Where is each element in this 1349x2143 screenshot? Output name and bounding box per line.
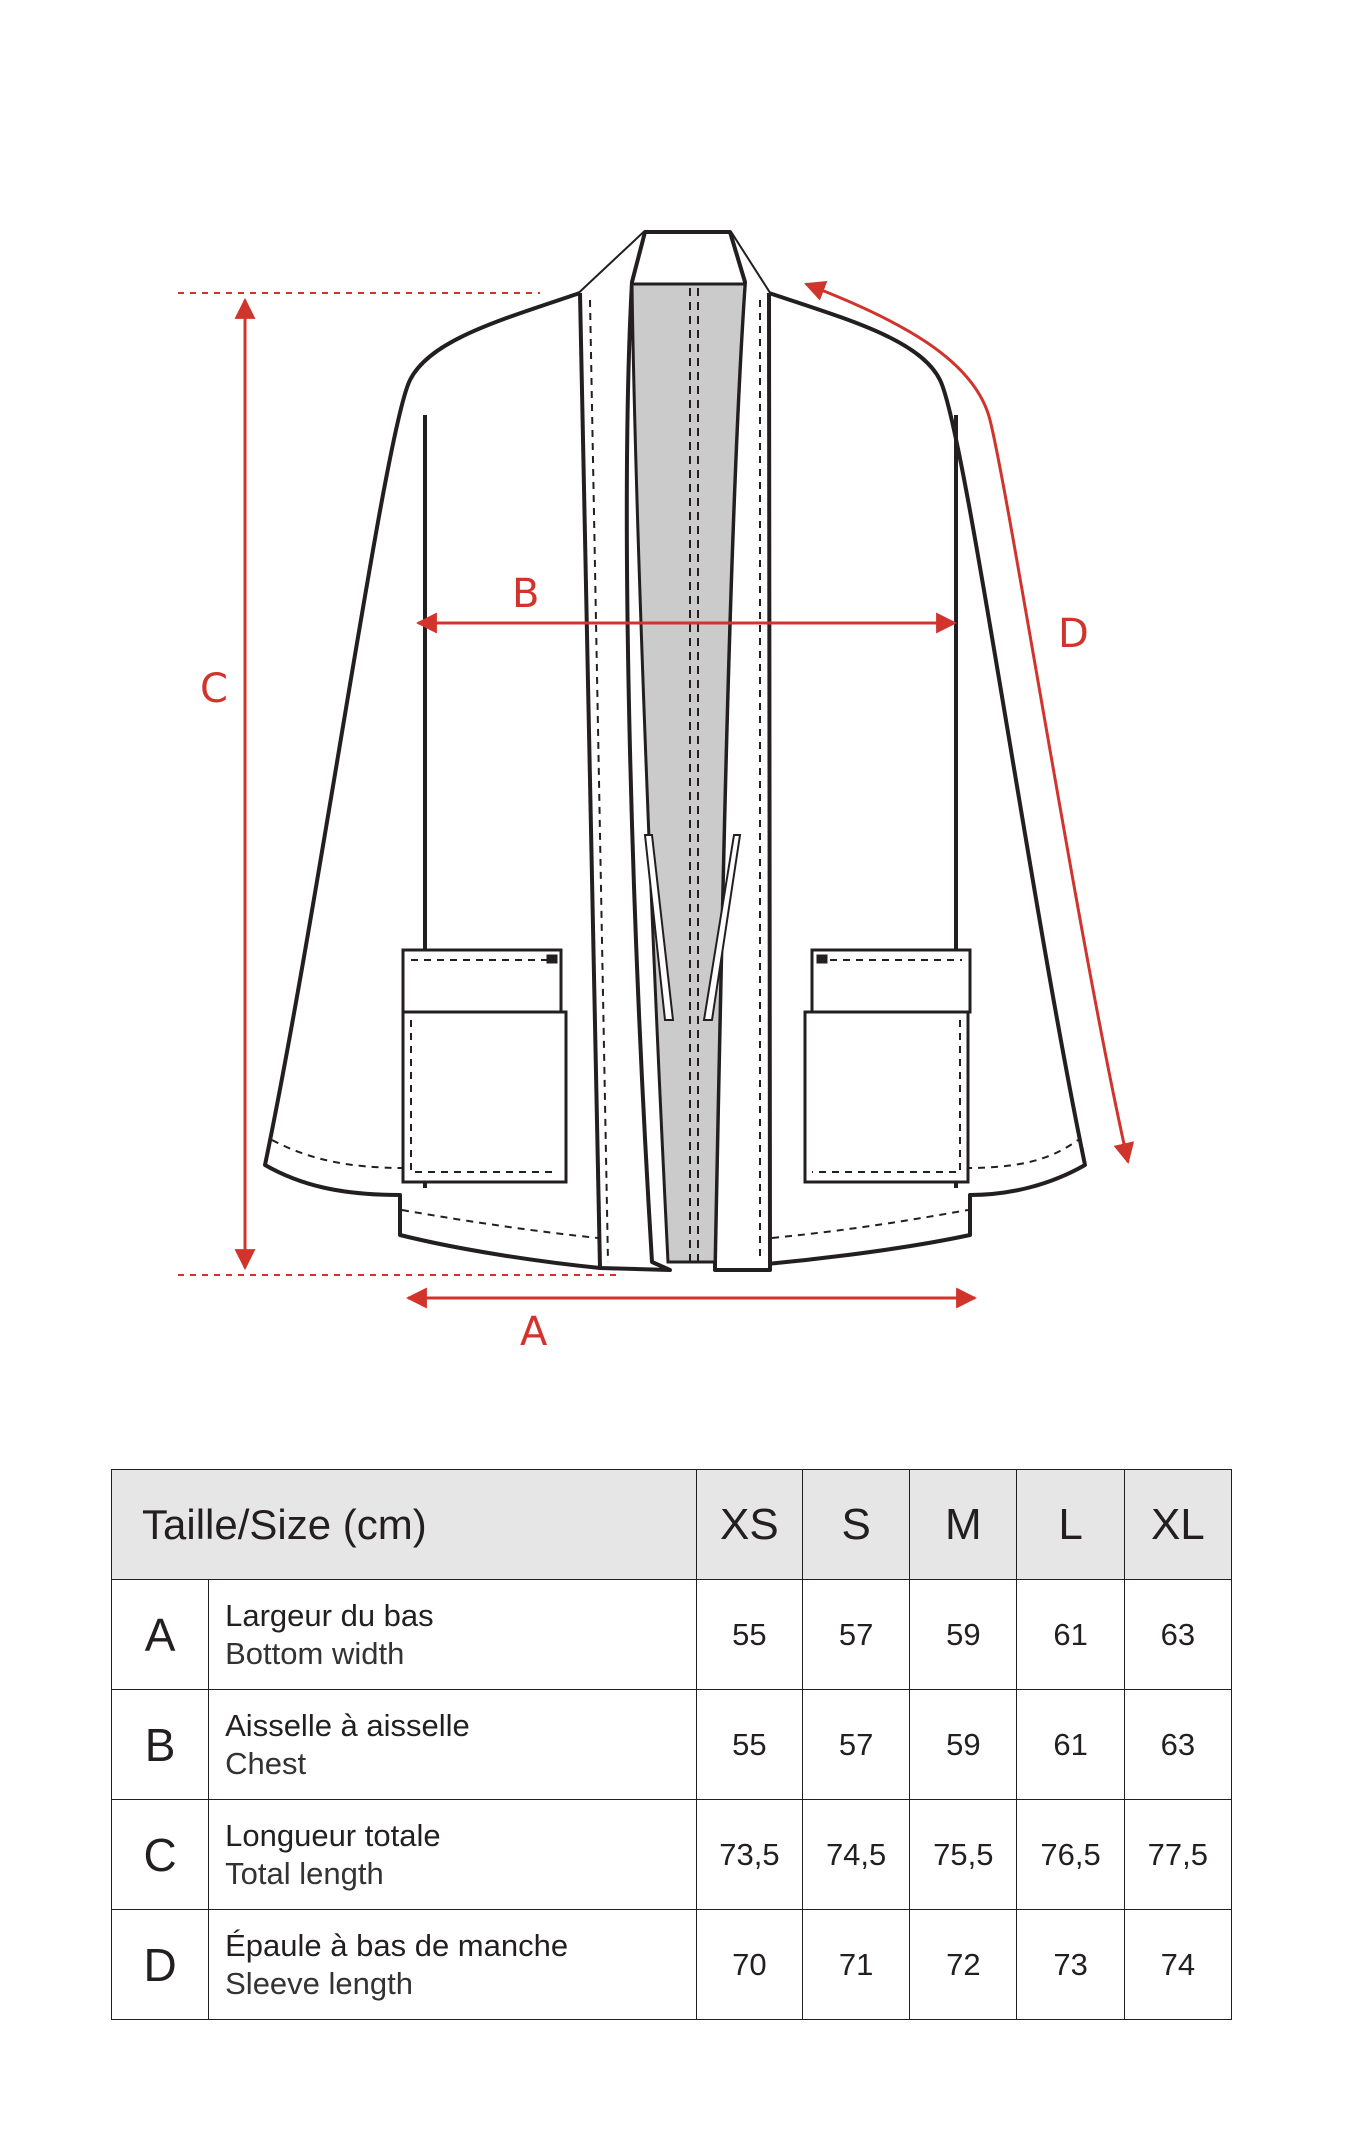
value-cell: 61: [1017, 1690, 1124, 1800]
value-cell: 55: [696, 1580, 802, 1690]
size-header-l: L: [1017, 1470, 1124, 1580]
value-cell: 70: [696, 1910, 802, 2020]
value-cell: 73,5: [696, 1800, 802, 1910]
c-label: C: [200, 666, 228, 712]
description-fr: Aisselle à aisselle: [225, 1707, 470, 1743]
description-en: Total length: [225, 1855, 384, 1891]
value-cell: 77,5: [1124, 1800, 1231, 1910]
size-header-m: M: [910, 1470, 1017, 1580]
row-description: [209, 1910, 697, 2020]
description-fr: Largeur du bas: [225, 1597, 434, 1633]
value-cell: 55: [696, 1690, 802, 1800]
value-cell: 74: [1124, 1910, 1231, 2020]
table-row: [112, 1580, 1232, 1690]
table-row: [112, 1800, 1232, 1910]
description-en: Sleeve length: [225, 1965, 413, 2001]
description-en: Bottom width: [225, 1635, 405, 1671]
row-description: [209, 1580, 697, 1690]
value-cell: 74,5: [803, 1800, 910, 1910]
description-fr: Épaule à bas de manche: [225, 1927, 569, 1963]
row-letter: B: [112, 1690, 209, 1800]
left-pocket: [403, 950, 566, 1182]
right-pocket: [805, 950, 970, 1182]
value-cell: 76,5: [1017, 1800, 1124, 1910]
value-cell: 71: [803, 1910, 910, 2020]
size-header-xs: XS: [696, 1470, 802, 1580]
table-row: [112, 1910, 1232, 2020]
b-label: B: [512, 571, 540, 617]
row-letter: A: [112, 1580, 209, 1690]
value-cell: 73: [1017, 1910, 1124, 2020]
value-cell: 59: [910, 1580, 1017, 1690]
value-cell: 63: [1124, 1580, 1231, 1690]
size-chart-table: [111, 1469, 1232, 2020]
table-header-row: [112, 1470, 1232, 1580]
value-cell: 75,5: [910, 1800, 1017, 1910]
value-cell: 72: [910, 1910, 1017, 2020]
value-cell: 63: [1124, 1690, 1231, 1800]
size-header-s: S: [803, 1470, 910, 1580]
row-description: [209, 1690, 697, 1800]
value-cell: 59: [910, 1690, 1017, 1800]
value-cell: 61: [1017, 1580, 1124, 1690]
description-fr: Longueur totale: [225, 1817, 441, 1853]
description-en: Chest: [225, 1745, 307, 1781]
size-header-xl: XL: [1124, 1470, 1231, 1580]
value-cell: 57: [803, 1690, 910, 1800]
row-letter: D: [112, 1910, 209, 2020]
row-description: [209, 1800, 697, 1910]
table-title: Taille/Size (cm): [112, 1470, 697, 1580]
table-row: [112, 1690, 1232, 1800]
a-label: A: [520, 1309, 548, 1355]
d-label: D: [1058, 611, 1089, 657]
value-cell: 57: [803, 1580, 910, 1690]
row-letter: C: [112, 1800, 209, 1910]
